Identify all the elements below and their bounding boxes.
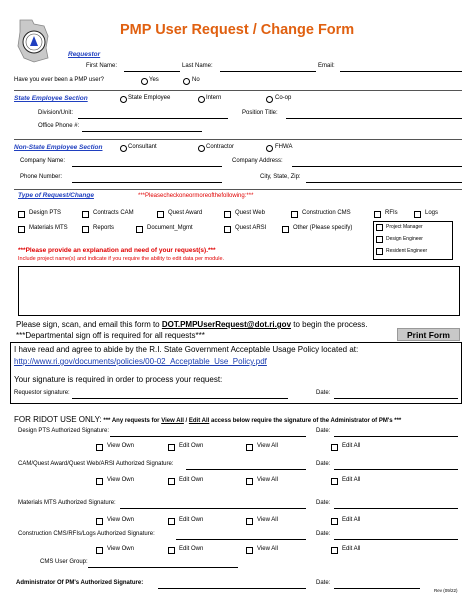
non-state-section-label: Non-State Employee Section — [14, 144, 103, 151]
materials-mts-auth-label: Materials MTS Authorized Signature: — [18, 500, 116, 506]
quest-award-label: Quest Award — [168, 210, 203, 216]
construction-cms-auth-signature[interactable] — [176, 539, 306, 540]
edit-all-label: Edit All — [342, 546, 361, 552]
first-name-field[interactable] — [124, 71, 180, 72]
state-employee-section-label: State Employee Section — [14, 95, 88, 102]
design-pts-label: Design PTS — [29, 210, 62, 216]
division-label: Division/Unit: — [38, 110, 74, 116]
view-own-label: View Own — [107, 443, 134, 449]
fhwa-radio[interactable] — [266, 145, 273, 152]
explanation-textarea[interactable] — [18, 266, 460, 316]
position-label: Position Title: — [242, 110, 278, 116]
construction-cms-auth-label: Construction CMS/RFIs/Logs Authorized Signature: — [18, 531, 155, 537]
design-pts-view-own-checkbox[interactable] — [96, 444, 103, 451]
submission-email-link[interactable]: DOT.PMPUserRequest@dot.ri.gov — [161, 320, 292, 329]
admin-signature-field[interactable] — [158, 588, 306, 589]
print-form-button[interactable]: Print Form — [397, 328, 460, 341]
view-all-label: View All — [257, 517, 278, 523]
requestor-signature-label: Requestor signature: — [14, 390, 70, 396]
edit-own-label: Edit Own — [179, 546, 204, 552]
signature-required-text: Your signature is required in order to process your request: — [14, 375, 223, 384]
view-own-label: View Own — [107, 517, 134, 523]
quest-award-checkbox[interactable] — [157, 211, 164, 218]
document-mgmt-checkbox[interactable] — [136, 226, 143, 233]
design-engineer-checkbox[interactable] — [376, 236, 383, 243]
design-pts-edit-own-checkbox[interactable] — [168, 444, 175, 451]
project-manager-label: Project Manager — [386, 224, 423, 230]
requestor-date-label: Date: — [316, 390, 331, 396]
materials-mts-checkbox[interactable] — [18, 226, 25, 233]
revision-label: Rev (09/22) — [434, 588, 458, 593]
resident-engineer-checkbox[interactable] — [376, 248, 383, 255]
view-own-label: View Own — [107, 546, 134, 552]
intern-label: Intern — [206, 95, 222, 101]
departmental-signoff-note: ***Departmental sign off is required for all requests*** — [16, 331, 205, 340]
form-title: PMP User Request / Change Form — [120, 22, 355, 38]
project-manager-checkbox[interactable] — [376, 224, 383, 231]
design-pts-auth-label: Design PTS Authorized Signature: — [18, 428, 110, 434]
ridot-edit-all-text: Edit All — [188, 418, 210, 424]
materials-mts-date-label: Date: — [316, 500, 331, 506]
divider — [14, 90, 462, 91]
edit-all-label: Edit All — [342, 477, 361, 483]
contracts-cam-checkbox[interactable] — [82, 211, 89, 218]
view-all-label: View All — [257, 477, 278, 483]
requestor-section-label: Requestor — [68, 51, 101, 58]
state-employee-label: State Employee — [128, 95, 171, 101]
cam-quest-auth-signature[interactable] — [186, 469, 306, 470]
construction-cms-date-field[interactable] — [334, 539, 458, 540]
email-field[interactable] — [340, 71, 462, 72]
reports-label: Reports — [93, 225, 115, 231]
ridot-note-part2: access below require the signature of the Administrator of PM's *** — [209, 418, 402, 424]
division-field[interactable] — [78, 118, 228, 119]
city-state-zip-field[interactable] — [306, 182, 462, 183]
divider — [14, 139, 462, 140]
pmp-no-label: No — [192, 77, 200, 83]
admin-date-field[interactable] — [334, 588, 420, 589]
cam-quest-edit-own-checkbox[interactable] — [168, 478, 175, 485]
construction-cms-edit-own-checkbox[interactable] — [168, 547, 175, 554]
state-employee-radio[interactable] — [120, 96, 127, 103]
edit-all-label: Edit All — [342, 443, 361, 449]
construction-cms-edit-all-checkbox[interactable] — [331, 547, 338, 554]
check-one-note: ***Pleasecheckoneormoreofthefollowing:*** — [138, 193, 254, 199]
contractor-radio[interactable] — [198, 145, 205, 152]
logs-checkbox[interactable] — [414, 211, 421, 218]
ri-state-seal — [14, 18, 52, 64]
request-type-section-label: Type of Request/Change — [18, 192, 94, 199]
city-state-zip-label: City, State, Zip: — [260, 174, 301, 180]
email-instruction — [16, 320, 368, 329]
fhwa-label: FHWA — [275, 144, 293, 150]
explanation-heading: ***Please provide an explanation and need of your request(s).*** — [18, 247, 216, 254]
coop-radio[interactable] — [266, 96, 273, 103]
quest-arsi-checkbox[interactable] — [224, 226, 231, 233]
cam-quest-auth-label: CAM/Quest Award/Quest Web/ARSI Authorized Signature: — [18, 461, 174, 467]
ridot-use-header — [14, 409, 401, 427]
ridot-slash: / — [183, 418, 189, 424]
requestor-signature-field[interactable] — [72, 398, 288, 399]
company-name-label: Company Name: — [20, 158, 66, 164]
policy-url[interactable]: http://www.ri.gov/documents/policies/00-02_Acceptable_Use_Policy.pdf — [14, 357, 267, 366]
email-label: Email: — [318, 63, 335, 69]
materials-mts-view-all-checkbox[interactable] — [246, 518, 253, 525]
cms-user-group-field[interactable] — [88, 567, 238, 568]
quest-web-label: Quest Web — [235, 210, 265, 216]
materials-mts-date-field[interactable] — [334, 508, 458, 509]
consultant-label: Consultant — [128, 144, 157, 150]
edit-own-label: Edit Own — [179, 517, 204, 523]
admin-date-label: Date: — [316, 580, 331, 586]
view-all-label: View All — [257, 546, 278, 552]
consultant-radio[interactable] — [120, 145, 127, 152]
ridot-use-only-label: FOR RIDOT USE ONLY: — [14, 415, 102, 424]
pmp-yes-label: Yes — [149, 77, 159, 83]
phone-number-label: Phone Number: — [20, 174, 63, 180]
first-name-label: First Name: — [86, 63, 118, 69]
divider — [14, 189, 462, 190]
pmp-yes-radio[interactable] — [141, 78, 148, 85]
phone-number-field[interactable] — [72, 182, 222, 183]
office-phone-field[interactable] — [82, 131, 202, 132]
cam-quest-edit-all-checkbox[interactable] — [331, 478, 338, 485]
construction-cms-checkbox[interactable] — [291, 211, 298, 218]
logs-label: Logs — [425, 210, 439, 216]
edit-all-label: Edit All — [342, 517, 361, 523]
cam-quest-date-label: Date: — [316, 461, 331, 467]
cam-quest-date-field[interactable] — [334, 469, 458, 470]
materials-mts-edit-all-checkbox[interactable] — [331, 518, 338, 525]
other-label: Other (Please specify) — [293, 225, 353, 231]
requestor-date-field[interactable] — [334, 398, 458, 399]
quest-arsi-label: Quest ARSI — [235, 225, 267, 231]
materials-mts-auth-signature[interactable] — [120, 508, 306, 509]
agreement-text: I have read and agree to abide by the R.I. State Government Acceptable Usage Policy located at: — [14, 345, 359, 354]
contractor-label: Contractor — [206, 144, 235, 150]
design-pts-checkbox[interactable] — [18, 211, 25, 218]
rfis-label: RFIs — [385, 210, 398, 216]
ridot-note-part1: *** Any requests for — [101, 418, 162, 424]
construction-cms-date-label: Date: — [316, 531, 331, 537]
design-engineer-label: Design Engineer — [386, 236, 423, 242]
office-phone-label: Office Phone #: — [38, 123, 80, 129]
materials-mts-view-own-checkbox[interactable] — [96, 518, 103, 525]
materials-mts-label: Materials MTS — [29, 225, 68, 231]
edit-own-label: Edit Own — [179, 443, 204, 449]
intern-radio[interactable] — [198, 96, 205, 103]
design-pts-date-label: Date: — [316, 428, 331, 434]
admin-signature-label: Administrator Of PM's Authorized Signature: — [16, 580, 144, 586]
design-pts-date-field[interactable] — [334, 436, 458, 437]
design-pts-auth-signature[interactable] — [110, 436, 306, 437]
pmp-no-radio[interactable] — [183, 78, 190, 85]
cam-quest-view-own-checkbox[interactable] — [96, 478, 103, 485]
view-own-label: View Own — [107, 477, 134, 483]
policy-url-link[interactable] — [14, 357, 267, 366]
materials-mts-edit-own-checkbox[interactable] — [168, 518, 175, 525]
design-pts-edit-all-checkbox[interactable] — [331, 444, 338, 451]
pmp-user-question: Have you ever been a PMP user? — [14, 77, 104, 83]
company-address-label: Company Address: — [232, 158, 283, 164]
coop-label: Co-op — [275, 95, 292, 101]
quest-web-checkbox[interactable] — [224, 211, 231, 218]
design-pts-view-all-checkbox[interactable] — [246, 444, 253, 451]
company-address-field[interactable] — [292, 166, 462, 167]
construction-cms-label: Construction CMS — [302, 210, 351, 216]
reports-checkbox[interactable] — [82, 226, 89, 233]
contracts-cam-label: Contracts CAM — [93, 210, 134, 216]
rfis-checkbox[interactable] — [374, 211, 381, 218]
edit-own-label: Edit Own — [179, 477, 204, 483]
other-checkbox[interactable] — [282, 226, 289, 233]
company-name-field[interactable] — [72, 166, 222, 167]
cam-quest-view-all-checkbox[interactable] — [246, 478, 253, 485]
ridot-view-all-text: View All — [161, 418, 184, 424]
explanation-subtext: Include project name(s) and indicate if you require the ability to edit data per module. — [18, 256, 225, 262]
position-field[interactable] — [286, 118, 462, 119]
last-name-label: Last Name: — [182, 63, 213, 69]
instruction-text: Please sign, scan, and email this form to — [16, 320, 162, 329]
resident-engineer-label: Resident Engineer — [386, 248, 428, 254]
construction-cms-view-all-checkbox[interactable] — [246, 547, 253, 554]
document-mgmt-label: Document_Mgmt — [147, 225, 193, 231]
instruction-suffix: to begin the process. — [291, 320, 368, 329]
construction-cms-view-own-checkbox[interactable] — [96, 547, 103, 554]
last-name-field[interactable] — [220, 71, 316, 72]
view-all-label: View All — [257, 443, 278, 449]
cms-user-group-label: CMS User Group: — [40, 559, 88, 565]
